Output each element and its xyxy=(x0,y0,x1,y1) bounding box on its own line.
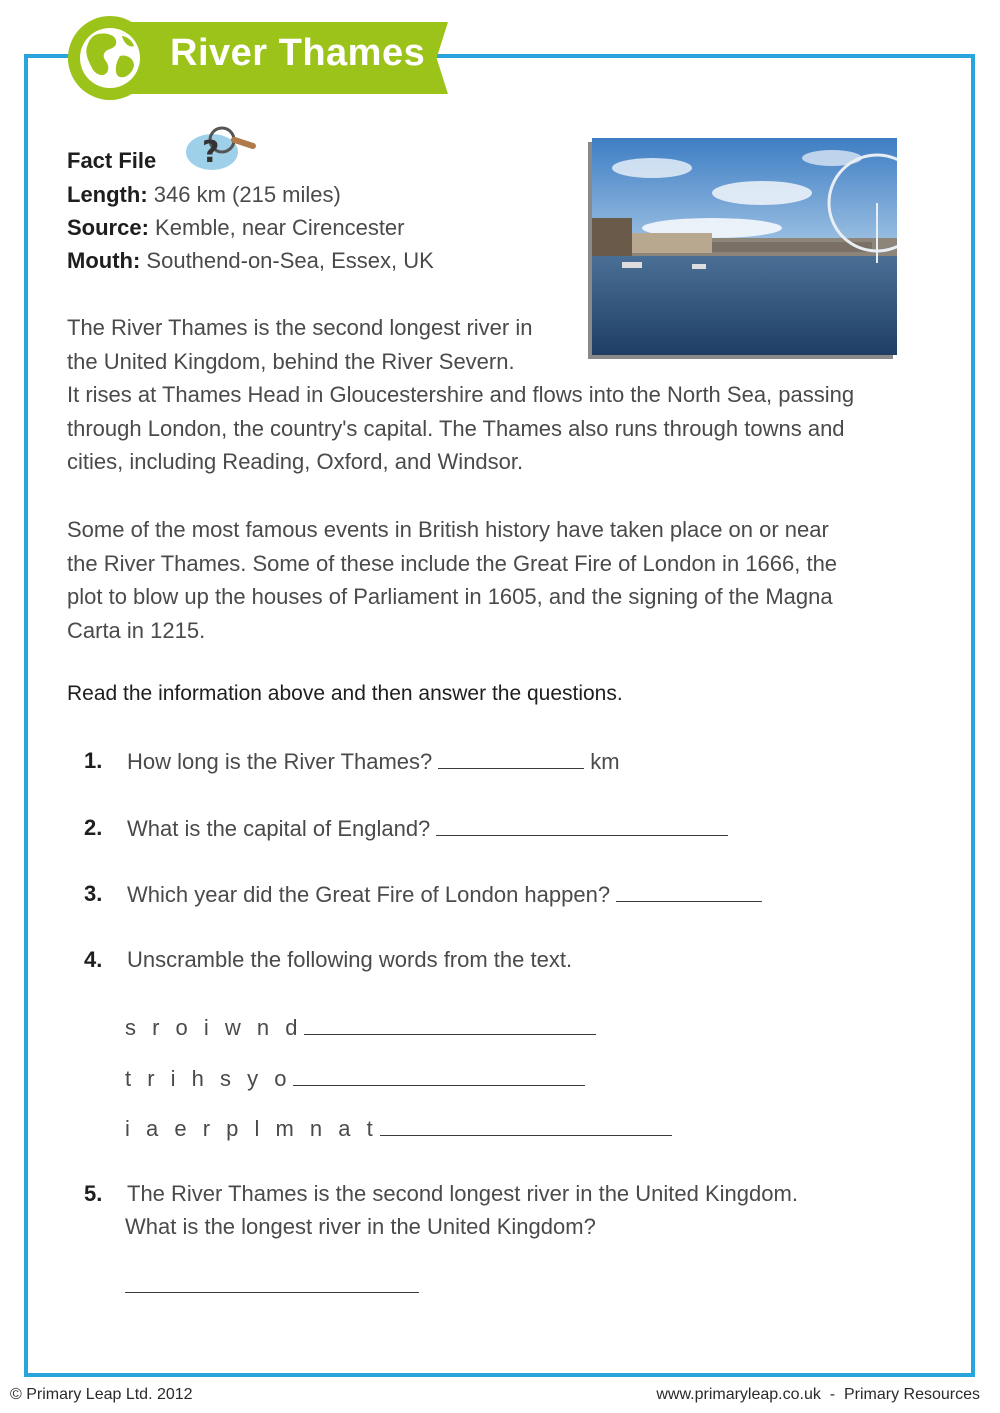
fact-file-heading: Fact File xyxy=(67,148,157,173)
paragraph-1: The River Thames is the second longest river in the United Kingdom, behind the River Severn. It rises at Thames Head in Gloucestershire and flows into the North Sea, passing through London, the country's capital. The Thames also runs through towns and cities, including Reading, Oxford, and Windsor. xyxy=(67,315,855,474)
scramble-word-2: t r i h s y o xyxy=(125,1065,591,1092)
answer-blank-scramble-2[interactable] xyxy=(293,1065,585,1086)
magnifier-question-icon xyxy=(186,122,262,177)
question-number: 2. xyxy=(84,815,103,840)
scramble-word-3: i a e r p l m n a t xyxy=(125,1115,678,1142)
answer-blank-5[interactable] xyxy=(125,1272,419,1293)
answer-blank-scramble-1[interactable] xyxy=(304,1014,596,1035)
question-number: 4. xyxy=(84,947,103,972)
answer-blank-3[interactable] xyxy=(616,881,762,902)
fact-mouth: Mouth: Southend-on-Sea, Essex, UK xyxy=(67,248,434,273)
answer-blank-2[interactable] xyxy=(436,815,728,836)
question-3: Which year did the Great Fire of London happen? xyxy=(127,881,768,908)
question-4: Unscramble the following words from the text. xyxy=(127,947,573,972)
instructions: Read the information above and then answer the questions. xyxy=(67,682,623,705)
scramble-word-1: s r o i w n d xyxy=(125,1014,602,1041)
question-number: 1. xyxy=(84,748,103,773)
question-2: What is the capital of England? xyxy=(127,815,734,842)
fact-source: Source: Kemble, near Cirencester xyxy=(67,215,405,240)
globe-icon xyxy=(68,16,152,100)
question-5: The River Thames is the second longest river in the United Kingdom. xyxy=(127,1181,798,1206)
question-5-line-2: What is the longest river in the United Kingdom? xyxy=(125,1214,596,1239)
fact-length: Length: 346 km (215 miles) xyxy=(67,182,341,207)
question-1: How long is the River Thames? km xyxy=(127,749,620,774)
question-number: 3. xyxy=(84,881,103,906)
answer-blank-1[interactable] xyxy=(438,748,584,769)
page-title: River Thames xyxy=(170,32,426,74)
paragraph-2: Some of the most famous events in British history have taken place on or near the River Thames. Some of these include the Great Fire of London in 1666, the plot to blow up the houses of Parliament in 1605, and the signing of the Magna Carta in 1215. xyxy=(67,517,838,643)
site-link[interactable]: www.primaryleap.co.uk - Primary Resources xyxy=(656,1386,980,1403)
answer-blank-scramble-3[interactable] xyxy=(380,1115,672,1136)
question-number: 5. xyxy=(84,1181,103,1206)
copyright: © Primary Leap Ltd. 2012 xyxy=(10,1386,193,1403)
svg-text:?: ? xyxy=(202,135,220,170)
answer-line-5 xyxy=(125,1272,419,1299)
